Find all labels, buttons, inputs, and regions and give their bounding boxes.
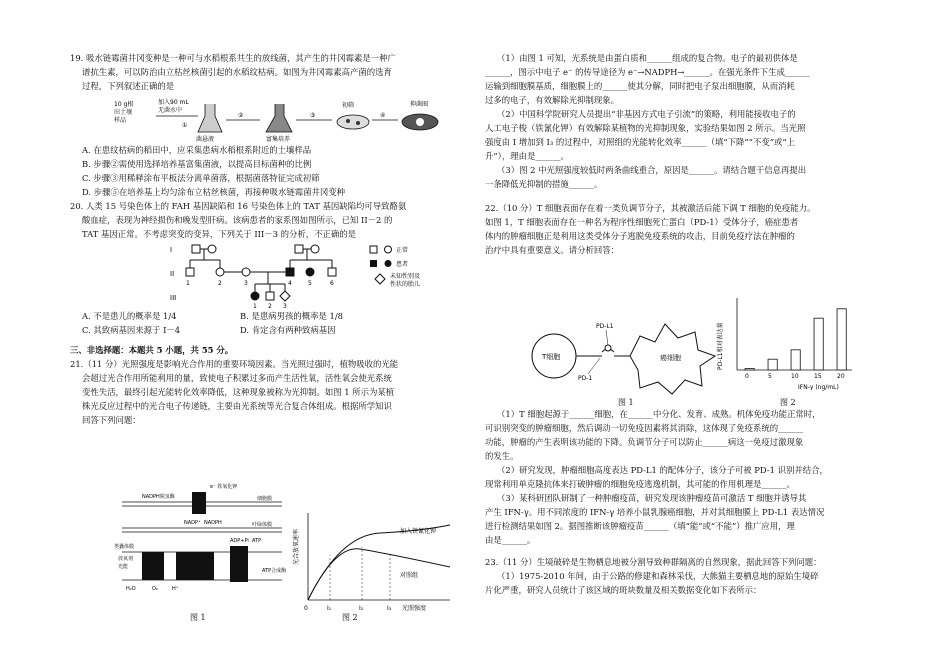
- label-cancer: 癌细胞: [660, 354, 681, 362]
- legend-unknown2: 性状的胎儿: [390, 281, 421, 289]
- fig1-label-h: H⁺: [172, 586, 179, 592]
- q19-label-screen: 初筛: [342, 102, 355, 110]
- fig1-label-o2: O₂: [152, 586, 158, 592]
- bar-20: [837, 309, 846, 370]
- q22-1-line3: 功能，肿瘤的产生表明该功能的下降。负调节分子可以防止______病这一免疫过激现象: [485, 437, 804, 448]
- q19-label-soil3: 样品: [114, 117, 127, 125]
- q22-3-line3: 进行检测结果如图 2。据图推断该肿瘤疫苗______（填“能”或“不能”）推广应用，理: [485, 521, 795, 532]
- bar-0: [745, 369, 754, 370]
- q21-fig1-caption: 图 1: [190, 613, 206, 622]
- fig1-label-thylakoid: 类囊体膜: [114, 544, 135, 550]
- label-pdl1: PD-L1: [596, 323, 614, 330]
- q22-figure-2: [712, 292, 862, 392]
- q21-1-line2: ______，图示中电子 e⁻ 的传导途径为 e⁻→NADPH→______。在强光条件下生成______: [485, 67, 811, 78]
- fig1-label-atpsyn: ATP合成酶: [262, 568, 287, 574]
- q22-2-line1: （2）研究发现，肿瘤细胞高度表达 PD-L1 的配体分子，该分子可被 PD-1 识别并结合，: [497, 465, 828, 476]
- right-column: [485, 52, 885, 258]
- q21-line2: 会超过光合作用所能利用的量，致使电子积累过多而产生活性氧，活性氧会使光系统: [82, 373, 392, 384]
- q20-option-d: D. 肯定含有两种致病基因: [240, 325, 336, 336]
- fig2-curve2: 对照组: [400, 572, 419, 579]
- q20-pedigree: [70, 242, 470, 310]
- q21-1-line3: 运输到细胞膜基质，细胞膜上的______使其分解，同时把电子泵出细胞膜，从而消耗: [485, 81, 795, 92]
- q21-1-line4: 过多的电子，有效解除光抑制现象。: [485, 95, 619, 106]
- q20-option-a: A. 不是患儿的概率是 1/4: [82, 311, 177, 322]
- q22-3-line4: 由是______。: [485, 535, 536, 546]
- light-curve-chart: [290, 505, 475, 615]
- fig1-label-nadph-dh: NADPH脱氢酶: [142, 494, 175, 500]
- svg-text:3: 3: [244, 280, 248, 288]
- q19-line1: 19. 吸水链霉菌井冈变种是一种可与水稻根系共生的放线菌，其产生的井冈霉素是一种广: [70, 53, 396, 63]
- q19-label-water2: 无菌水中: [158, 107, 183, 115]
- q22-2-line2: 现常利用单克隆抗体来打破肿瘤的细胞免疫逃逸机制，其可能的作用机理是______。: [485, 479, 795, 490]
- q20-option-c: C. 其致病基因来源于 I－4: [82, 325, 181, 336]
- pedigree-diagram: [70, 242, 470, 310]
- left-column: [70, 52, 470, 428]
- bar-5: [768, 359, 777, 370]
- legend-normal: 正常: [396, 247, 409, 255]
- svg-text:III: III: [170, 294, 177, 303]
- q19-step2: ②: [238, 112, 244, 120]
- fig2-curve1: 加入铁氰化钾: [400, 528, 437, 535]
- q21-2-line4: 升”），理由是______。: [485, 151, 569, 162]
- x-tick-20: 20: [837, 373, 845, 380]
- q22-3-line2: 产生 IFN-γ。用不同浓度的 IFN-γ 培养小鼠乳腺癌细胞，并对其细胞膜上 PD-L1 表达情况: [485, 507, 825, 518]
- bar-10: [791, 350, 800, 370]
- q19-label-inhibit: 抑菌圈: [410, 101, 429, 109]
- electron-chain-diagram: [112, 480, 292, 605]
- q21-2-line3: 强度由 I 增加到 I₃ 的过程中，对照组的光能转化效率______（填“下降”“不变”或“上: [485, 137, 796, 148]
- svg-text:4: 4: [288, 280, 292, 288]
- q20-line2: 酸血症，表现为神经损伤和晚发型肝病。该病患者的家系图如图所示，已知 II－2 的: [82, 215, 393, 226]
- q19-figure: [70, 94, 470, 144]
- fig2-ylabel: 光合放氧速率: [293, 528, 300, 565]
- svg-text:3: 3: [283, 303, 287, 311]
- q21-fig2-caption: 图 2: [342, 613, 358, 622]
- q23-line2: （1）1975-2010 年间，由于公路的修建和森林采伐，大熊猫主要栖息地的原始生境碎: [497, 571, 819, 582]
- q19-option-b: B. 步骤②需使用选择培养基富集菌液，以提高目标菌种的比例: [82, 159, 312, 170]
- q19-step1: ①: [182, 122, 188, 130]
- q20-line3: TAT 基因正常。不考虑突变的变异，下列关于 III－3 的分析，不正确的是: [82, 229, 357, 240]
- q19-option-c: C. 步骤③用稀释涂布平板法分离单菌落，根据菌落特征完成初筛: [82, 173, 320, 184]
- q22-line1: 22.（10 分）T 细胞表面存在着一类负调节分子，其被激活后能下调 T 细胞的免疫能力。: [485, 203, 816, 214]
- q21-line4: 株光反应过程中的光合电子传递链，主要由光系统等光合复合体组成。根据所学知识: [82, 401, 392, 412]
- fig1-label-nadph: NADPH: [204, 520, 222, 526]
- legend-unknown1: 未知性别及: [390, 273, 421, 281]
- fig1-label-chloroplast: 叶绿体膜: [252, 522, 273, 528]
- q19-line2: 谱抗生素，可以防治由立枯丝核菌引起的水稻纹枯病。如图为井冈霉素高产菌的选育: [82, 67, 392, 78]
- q22-figure-1: [530, 318, 720, 396]
- q22-line2: 如图 1，T 细胞表面存在一种名为程序性细胞死亡蛋白（PD-1）受体分子，癌症患者: [485, 217, 799, 228]
- q20-line1: 20. 人类 15 号染色体上的 FAH 基因缺陷和 16 号染色体上的 TAT 基因缺陷均可导致酪氨: [70, 201, 407, 212]
- q22-1-line4: 的发生。: [485, 451, 519, 462]
- fig1-label-atp: ATP: [252, 538, 262, 544]
- right-column-lower: [485, 408, 885, 598]
- q21-line3: 变性失活，最终引起光能转化效率降低，这种现象被称为光抑制。如图 1 所示为某植: [82, 387, 395, 398]
- q19-step4: ④: [380, 112, 386, 120]
- q19-label-suspension: 菌悬液: [196, 136, 215, 144]
- x-tick-10: 10: [791, 373, 799, 380]
- q23-line1: 23.（11 分）生境破碎是生物栖息地被分割导致种群隔离的自然现象，据此回答下列问题：: [485, 557, 822, 568]
- legend-patient: 患者: [396, 261, 409, 269]
- svg-text:2: 2: [218, 280, 222, 288]
- chart-ylabel: PD-L1相对表达量: [717, 322, 724, 370]
- fig1-label-light: 光能: [118, 564, 129, 570]
- q19-diagram: [70, 94, 470, 144]
- tcell-cancer-diagram: [530, 318, 720, 396]
- q19-label-water: 加入90 mL: [158, 99, 189, 107]
- q20-option-b: B. 是患病男孩的概率是 1/8: [240, 311, 343, 322]
- q21-line1: 21.（11 分）光照强度是影响光合作用的重要环境因素。当光照过强时，植物吸收的光能: [70, 359, 399, 370]
- q22-fig2-caption: 图 2: [780, 398, 796, 407]
- pdl1-bar-chart: [712, 292, 862, 392]
- q21-3-line2: 一条降低光抑制的措施______。: [485, 179, 603, 190]
- q22-3-line1: （3）某科研团队研制了一种肿瘤疫苗，研究发现该肿瘤疫苗可激活 T 细胞并诱导其: [497, 493, 807, 504]
- bar-15: [814, 318, 823, 370]
- q22-fig1-caption: 图 1: [618, 398, 634, 407]
- q19-option-d: D. 步骤⑤在培养基上均匀涂布立枯丝核菌，再接种吸水链霉菌井冈变种: [82, 187, 345, 198]
- fig1-label-adp: ADP+Pi: [230, 538, 249, 544]
- chart-xlabel: IFN-γ (ng/mL): [798, 384, 839, 391]
- fig1-label-nadp: NADP⁺: [184, 520, 201, 526]
- label-pd1: PD-1: [578, 375, 593, 382]
- svg-text:5: 5: [308, 280, 312, 288]
- svg-text:1: 1: [186, 280, 190, 288]
- q21-figure-1: [112, 480, 292, 605]
- q19-label-soil2: 田土壤: [114, 109, 133, 117]
- label-tcell: T细胞: [542, 353, 561, 361]
- x-tick-15: 15: [814, 373, 822, 380]
- fig2-xlabel: 光照强度: [402, 605, 427, 612]
- q19-label-soil: 10 g根: [114, 101, 134, 109]
- q21-figure-2: [290, 505, 475, 615]
- q23-line3: 片化严重，研究人员统计了该区域的斑块数量及相关数据变化如下表所示：: [485, 585, 762, 596]
- q21-1-line1: （1）由图 1 可知，光系统是由蛋白质和______组成的复合物。电子的最初供体是: [497, 53, 798, 63]
- q21-3-line1: （3）图 2 中光照强度较低时两条曲线重合，原因是______。请结合题干信息再提出: [497, 165, 807, 176]
- q19-option-a: A. 在患纹枯病的稻田中，应采集患病水稻根系附近的土壤样品: [82, 145, 312, 156]
- q19-line3: 过程，下列叙述正确的是: [82, 81, 175, 92]
- fig1-label-ferri: e⁻ 铁氧化钾: [210, 484, 238, 490]
- q21-2-line2: 人工电子梭（铁氰化钾）有效解除某植物的光抑制现象，实验结果如图 2 所示。当光照: [485, 123, 806, 134]
- q19-step3: ③: [310, 112, 316, 120]
- x-tick-5: 5: [768, 373, 772, 380]
- section-3-heading: 三、非选择题：本题共 5 小题，共 55 分。: [70, 345, 234, 356]
- q21-line5: 回答下列问题：: [82, 415, 141, 426]
- svg-text:I: I: [170, 246, 173, 255]
- svg-text:6: 6: [330, 280, 334, 288]
- q20-options-row2: [70, 324, 470, 338]
- q22-1-line2: 可识别突变的肿瘤细胞，然后调动一切免疫因素将其消除，这体现了免疫系统的______: [485, 423, 804, 434]
- fig2-tick0: 0: [304, 605, 308, 612]
- fig2-tick2: I₂: [359, 605, 364, 612]
- svg-text:II: II: [170, 270, 175, 279]
- fig1-label-h2o: H₂O: [126, 586, 136, 592]
- x-tick-0: 0: [745, 373, 749, 380]
- q22-line3: 体内的肿瘤细胞正是利用这类受体分子逃脱免疫系统的攻击，目前免疫疗法在肿瘤的: [485, 231, 795, 242]
- fig1-label-oxy: 放氧剂: [118, 556, 134, 562]
- q20-options-row1: [70, 310, 470, 324]
- q22-line4: 治疗中具有重要意义。请分析回答：: [485, 245, 619, 256]
- fig1-label-membrane: 细胞膜: [257, 496, 273, 502]
- svg-text:1: 1: [253, 303, 257, 311]
- q19-label-enrich: 富集培养: [266, 136, 291, 144]
- fig2-tick3: I₃: [387, 605, 392, 612]
- q22-1-line1: （1）T 细胞起源于______细胞，在______中分化、发育、成熟。机体免疫功能正常时，: [497, 409, 821, 419]
- svg-text:2: 2: [268, 303, 272, 311]
- q21-2-line1: （2）中国科学院研究人员提出“非基因方式电子引流”的策略，利用能接收电子的: [497, 109, 796, 120]
- fig2-tick1: I₁: [327, 605, 332, 612]
